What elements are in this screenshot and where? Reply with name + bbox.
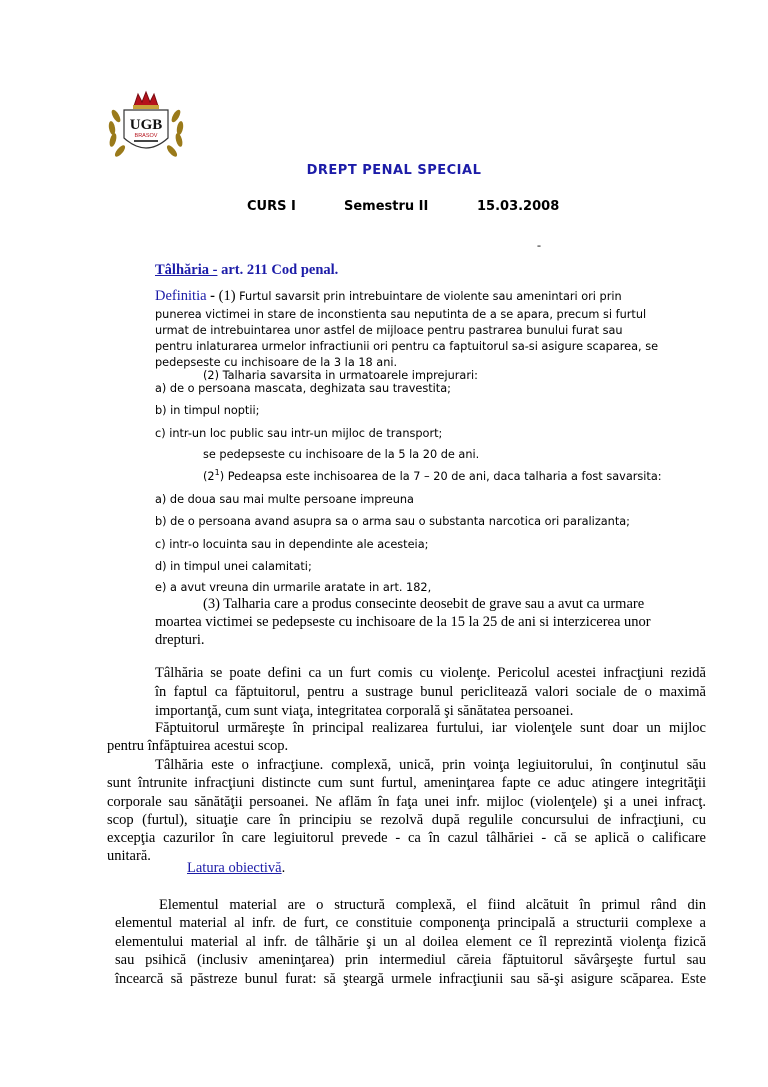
- semester-label: Semestru II: [344, 199, 429, 214]
- paragraph-2: (2) Talharia savarsita in urmatoarele imprejurari:: [203, 369, 478, 382]
- commentary-line: Tâlhăria este o infracţiune. complexă, unică, prin voinţa legiuitorului, în conţinutul său: [155, 757, 706, 773]
- ugb-crest-icon: [104, 88, 188, 162]
- document-title: DREPT PENAL SPECIAL: [306, 163, 482, 178]
- university-logo: [104, 88, 188, 162]
- separator-dash: -: [537, 238, 541, 252]
- definition-sep: -: [210, 288, 216, 304]
- commentary-line: Elementul material are o structură complexă, el fiind alcătuit în primul rând din: [159, 897, 706, 913]
- para21-rest: ) Pedeapsa este inchisoarea de la 7 – 20 de ani, daca talharia a fost savarsita:: [219, 470, 662, 483]
- paragraph-2-1: [203, 470, 662, 483]
- list1-item: b) in timpul noptii;: [155, 404, 260, 417]
- list2-item: b) de o persoana avand asupra sa o arma sau o substanta narcotica ori paralizanta;: [155, 515, 630, 528]
- date-label: 15.03.2008: [477, 199, 560, 214]
- commentary-line: sau psihică (inclusiv ameninţarea) prin intermediul căreia făptuitorul săvârşeşte furtul sau: [115, 952, 706, 968]
- logo-text: UGB: [129, 117, 163, 133]
- para21-sup: 1: [214, 468, 220, 478]
- commentary-line: scop (furtul), situaţie care în principiu se rezolvă după regulile concursului de infracţiuni, cu: [107, 812, 706, 828]
- paragraph-3-line: drepturi.: [155, 632, 205, 648]
- definition-label: Definitia: [155, 288, 207, 304]
- paragraph-3-line: (3) Talharia care a produs consecinte deosebit de grave sau a avut ca urmare: [203, 596, 645, 612]
- heading-article: art. 211 Cod penal.: [221, 262, 339, 278]
- commentary-line: pentru înfăptuirea acestui scop.: [107, 738, 289, 754]
- paragraph-3-line: moartea victimei se pedepseste cu inchisoare de la 15 la 25 de ani si interzicerea unor: [155, 614, 651, 630]
- list2-item: c) intr-o locuinta sau in dependinte ale acesteia;: [155, 538, 429, 551]
- commentary-line: elementului material al infr. de tâlhărie şi un al doilea element ce îl reprezintă violenţa fizică: [115, 934, 706, 950]
- list1-item: c) intr-un loc public sau intr-un mijloc de transport;: [155, 427, 443, 440]
- latura-obiectiva-link[interactable]: Latura obiectivă: [187, 860, 282, 876]
- commentary-line: importanţă, cum sunt viaţa, integritatea corporală şi sănătatea persoanei.: [155, 703, 574, 719]
- commentary-line: Făptuitorul urmăreşte în principal realizarea furtului, iar violenţele sunt doar un mijloc: [155, 720, 706, 736]
- latura-obiectiva-heading: [187, 860, 285, 877]
- heading-name-link[interactable]: Tâlhăria -: [155, 262, 218, 278]
- latura-dot: .: [281, 860, 286, 876]
- definition-first-text: Furtul savarsit prin intrebuintare de violente sau amenintari ori prin: [239, 290, 622, 303]
- commentary-line: corporale sau sănătăţii persoanei. Ne aflăm în faţa unei infr. mijloc (violenţele) şi a unei infracţ.: [107, 794, 706, 810]
- course-label: CURS I: [247, 199, 296, 214]
- list2-item: e) a avut vreuna din urmarile aratate in art. 182,: [155, 581, 432, 594]
- article-heading: [155, 262, 338, 279]
- definition-line: pentru inlaturarea urmelor infractiunii ori pentru ca faptuitorul sa-si asigure scaparea, se: [155, 340, 659, 353]
- commentary-line: sunt întrunite infracţiuni distincte cum sunt furtul, ameninţarea fapte ce aduc atingere integrităţii: [107, 775, 706, 791]
- commentary-line: unitară.: [107, 848, 151, 864]
- para21-prefix: (2: [203, 470, 215, 483]
- penalty-1: se pedepseste cu inchisoare de la 5 la 20 de ani.: [203, 448, 480, 461]
- definition-line: urmat de intrebuintarea unor astfel de mijloace pentru pastrarea bunului furat sau: [155, 324, 623, 337]
- commentary-line: încearcă să păstreze bunul furat: să şteargă urmele infracţiunii sau să-şi asigure scăparea. Este: [115, 971, 706, 987]
- commentary-line: în faptul ca făptuitorul, pentru a sustrage bunul periclitează valori sociale de o maximă: [155, 684, 706, 700]
- list2-item: a) de doua sau mai multe persoane impreuna: [155, 493, 414, 506]
- commentary-line: elementul material al infr. de furt, ce constituie componenţa principală a structurii complexe a: [115, 915, 706, 931]
- definition-line: punerea victimei in stare de inconstienta sau neputinta de a se apara, precum si furtul: [155, 308, 647, 321]
- list2-item: d) in timpul unei calamitati;: [155, 560, 312, 573]
- commentary-line: Tâlhăria se poate defini ca un furt comis cu violenţe. Pericolul acestei infracţiuni rezidă: [155, 665, 706, 681]
- definition-num: (1): [218, 288, 236, 304]
- commentary-line: excepţia cazurilor în care legiuitorul prevede - ca în cazul tâlhăriei - că se aplică o calificare: [107, 830, 706, 846]
- list1-item: a) de o persoana mascata, deghizata sau travestita;: [155, 382, 451, 395]
- definition-first-line: [155, 287, 622, 305]
- definition-line: pedepseste cu inchisoare de la 3 la 18 ani.: [155, 356, 398, 369]
- logo-subtext: BRASOV: [134, 133, 158, 139]
